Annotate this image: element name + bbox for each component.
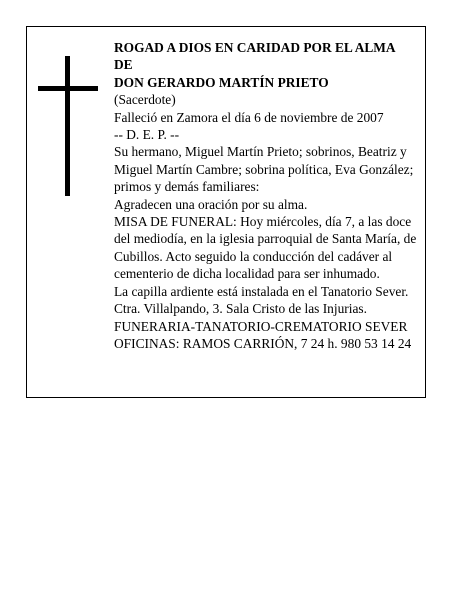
obituary-text <box>114 39 424 352</box>
rip-line: -- D. E. P. -- <box>114 127 180 143</box>
cross-vertical-bar <box>65 56 70 196</box>
chapel-paragraph: La capilla ardiente está instalada en el Tanatorio Sever. Ctra. Villalpando, 3. Sala Cristo de las Injurias. <box>114 283 409 317</box>
heading-line-2: DE <box>114 57 133 73</box>
heading-line-1: ROGAD A DIOS EN CARIDAD POR EL ALMA <box>114 40 396 55</box>
cross-icon <box>38 56 98 196</box>
offices-line: OFICINAS: RAMOS CARRIÓN, 7 24 h. 980 53 14 24 <box>114 335 412 351</box>
prayer-request: Agradecen una oración por su alma. <box>114 196 308 212</box>
deceased-name: DON GERARDO MARTÍN PRIETO <box>114 74 329 90</box>
deceased-title: (Sacerdote) <box>114 92 176 108</box>
family-paragraph: Su hermano, Miguel Martín Prieto; sobrinos, Beatriz y Miguel Martín Cambre; sobrina política, Eva González; primos y demás familiares: <box>114 144 414 195</box>
funeral-home-name: FUNERARIA-TANATORIO-CREMATORIO SEVER <box>114 318 408 334</box>
cross-horizontal-bar <box>38 86 98 91</box>
funeral-mass-paragraph: MISA DE FUNERAL: Hoy miércoles, día 7, a las doce del mediodía, en la iglesia parroquial de Santa María, de Cubillos. Acto seguido la conducción del cadáver al cementerio de dicha localidad para ser inhumado. <box>114 214 417 282</box>
death-info: Falleció en Zamora el día 6 de noviembre de 2007 <box>114 109 384 125</box>
